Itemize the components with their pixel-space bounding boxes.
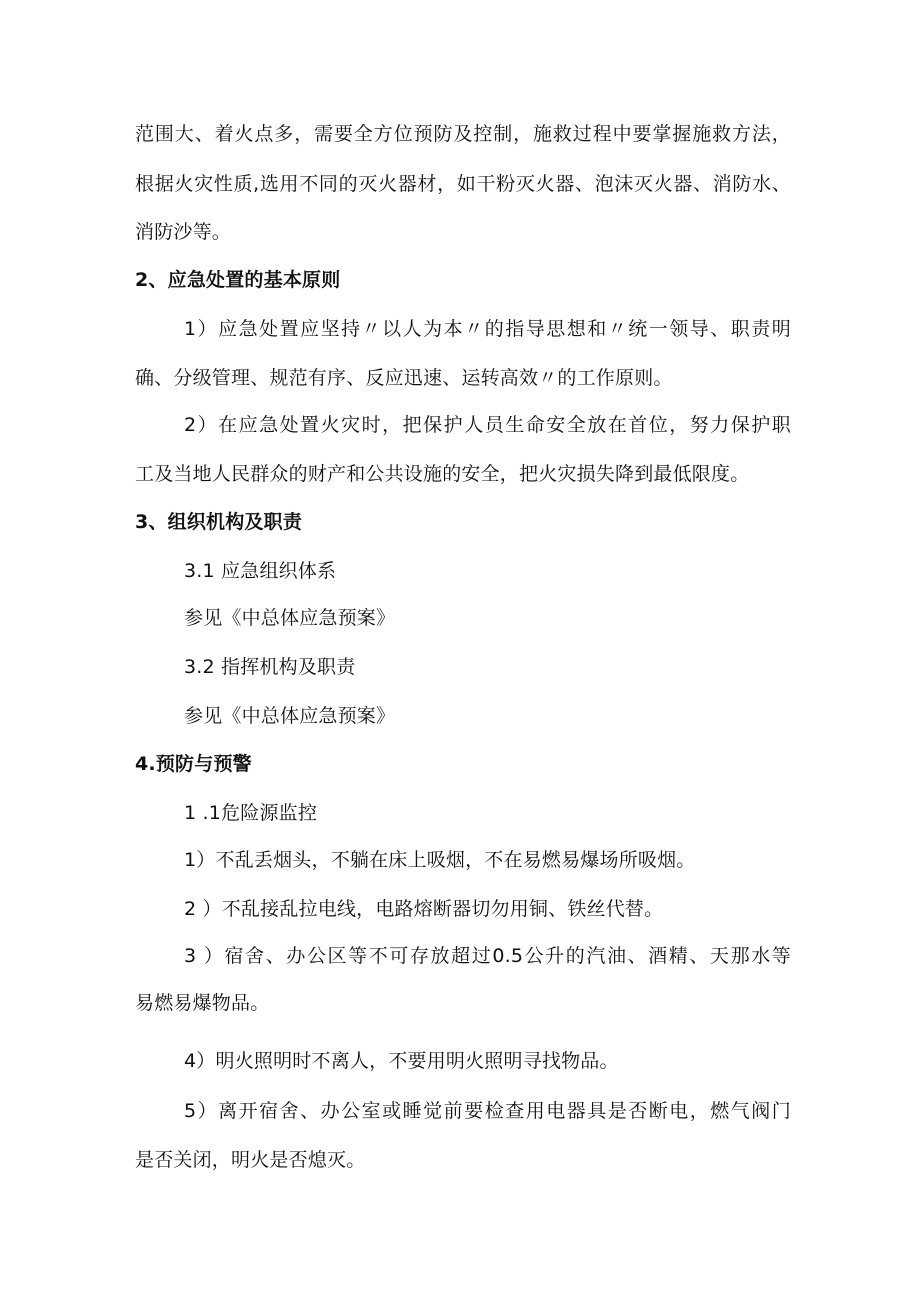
section-4-item-2: 2 ）不乱接乱拉电线，电路熔断器切勿用铜、铁丝代替。 [184,898,664,920]
section-4-item-3-line-1: 3 ）宿舍、办公区等不可存放超过0.5公升的汽油、酒精、天那水等 [184,945,791,967]
section-4-1-title: 1 .1危险源监控 [184,802,318,824]
intro-line-3: 消防沙等。 [135,221,232,243]
section-2-p1-line-2: 确、分级管理、规范有序、反应迅速、运转高效〃的工作原则。 [135,367,673,389]
section-2-p1-line-1: 1）应急处置应坚持〃以人为本〃的指导思想和〃统一领导、职责明 [184,318,791,340]
section-4-item-4: 4）明火照明时不离人，不要用明火照明寻找物品。 [184,1050,619,1072]
section-4-item-5-line-2: 是否关闭，明火是否熄灭。 [135,1149,366,1171]
section-2-p2-line-1: 2）在应急处置火灾时，把保护人员生命安全放在首位，努力保护职 [184,414,791,436]
section-4-heading: 4.预防与预警 [135,753,252,775]
section-3-2-reference: 参见《中总体应急预案》 [184,705,396,727]
section-2-heading: 2、应急处置的基本原则 [135,269,341,291]
section-3-1-reference: 参见《中总体应急预案》 [184,607,396,629]
section-4-item-1: 1）不乱丢烟头，不躺在床上吸烟，不在易燃易爆场所吸烟。 [184,849,696,871]
section-4-item-3-line-2: 易燃易爆物品。 [135,992,270,1014]
section-4-item-5-line-1: 5）离开宿舍、办公室或睡觉前要检查用电器具是否断电，燃气阀门 [184,1100,791,1122]
section-3-1-title: 3.1 应急组织体系 [184,560,337,582]
intro-line-1: 范围大、着火点多，需要全方位预防及控制，施救过程中要掌握施救方法， [135,123,791,145]
section-3-2-title: 3.2 指挥机构及职责 [184,656,356,678]
intro-line-2: 根据火灾性质,选用不同的灭火器材，如干粉灭火器、泡沫灭火器、消防水、 [135,173,791,195]
section-3-heading: 3、组织机构及职责 [135,511,303,533]
section-2-p2-line-2: 工及当地人民群众的财产和公共设施的安全，把火灾损失降到最低限度。 [135,463,750,485]
